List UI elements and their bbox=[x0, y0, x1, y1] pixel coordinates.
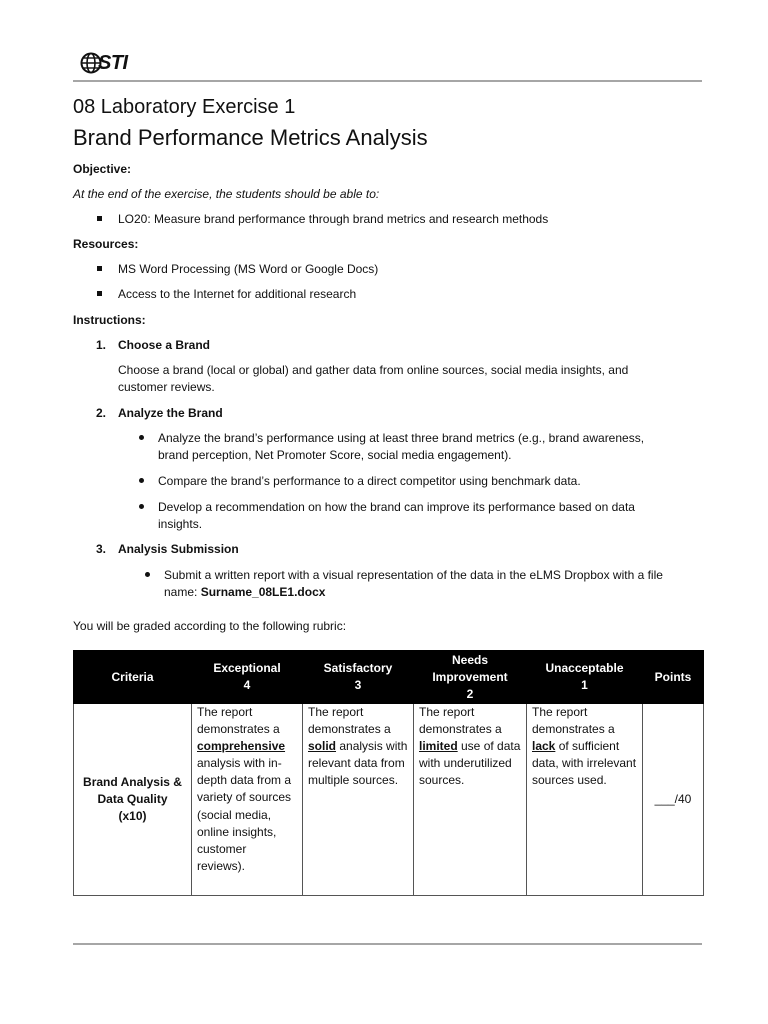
filename: Surname_08LE1.docx bbox=[200, 585, 326, 599]
rubric-intro: You will be graded according to the following rubric: bbox=[73, 619, 347, 633]
header-unacceptable bbox=[527, 651, 643, 704]
points-value: ___/40 bbox=[654, 791, 692, 806]
header-needs-points: 2 bbox=[466, 686, 474, 701]
header-points-label: Points bbox=[654, 669, 692, 684]
objective-intro: At the end of the exercise, the students should be able to: bbox=[73, 187, 380, 201]
header-rule bbox=[73, 80, 702, 82]
round-bullet-icon bbox=[139, 504, 144, 509]
cell-keyword: limited bbox=[419, 739, 458, 754]
header-satisfactory-label: Satisfactory bbox=[323, 661, 393, 675]
round-bullet-icon bbox=[139, 478, 144, 483]
cell-keyword: comprehensive bbox=[197, 739, 286, 754]
square-bullet-icon bbox=[97, 291, 102, 296]
step-title: Choose a Brand bbox=[118, 338, 211, 352]
cell-text: of sufficient data, with irrelevant sources used. bbox=[532, 739, 637, 788]
step-body: Choose a brand (local or global) and gather data from online sources, social media insights, and bbox=[118, 363, 629, 377]
resource-item: MS Word Processing (MS Word or Google Docs) bbox=[118, 262, 379, 276]
criteria-cell bbox=[74, 704, 192, 896]
header-improvement-label: Improvement bbox=[432, 669, 508, 684]
cell-text: analysis with in-depth data from a variety of sources (social media, online insights, customer reviews). bbox=[197, 756, 292, 873]
step-number: 3. bbox=[96, 542, 107, 556]
exceptional-cell bbox=[192, 704, 303, 896]
header-exceptional-points: 4 bbox=[243, 678, 251, 692]
round-bullet-icon bbox=[139, 435, 144, 440]
rubric-table bbox=[73, 650, 704, 896]
cell-keyword: lack bbox=[532, 739, 556, 754]
header-criteria bbox=[74, 651, 192, 704]
satisfactory-cell bbox=[303, 704, 414, 896]
cell-text: The report demonstrates a bbox=[419, 705, 502, 737]
header-exceptional bbox=[192, 651, 303, 704]
objective-item: LO20: Measure brand performance through brand metrics and research methods bbox=[118, 212, 549, 226]
criteria-line: Brand Analysis & bbox=[83, 774, 182, 789]
filename-prefix: name: bbox=[164, 585, 201, 599]
header-needs-label: Needs bbox=[451, 652, 489, 667]
cell-text: The report demonstrates a bbox=[532, 705, 615, 737]
step-number: 1. bbox=[96, 338, 107, 352]
step-bullet: Develop a recommendation on how the brand can improve its performance based on data bbox=[158, 500, 635, 514]
header-unacceptable-label: Unacceptable bbox=[545, 661, 624, 675]
step-number: 2. bbox=[96, 406, 107, 420]
cell-text: The report demonstrates a bbox=[197, 705, 280, 737]
step-bullet: Compare the brand’s performance to a direct competitor using benchmark data. bbox=[158, 474, 581, 488]
header-points bbox=[643, 651, 704, 704]
header-unacceptable-points: 1 bbox=[581, 678, 588, 692]
needs-improvement-cell bbox=[414, 704, 527, 896]
sti-logo bbox=[80, 50, 128, 76]
cell-text: The report demonstrates a bbox=[308, 705, 391, 737]
round-bullet-icon bbox=[145, 572, 150, 577]
step-title: Analysis Submission bbox=[118, 542, 239, 556]
square-bullet-icon bbox=[97, 266, 102, 271]
table-row bbox=[74, 704, 704, 896]
cell-text: analysis with relevant data from multiple sources. bbox=[308, 739, 408, 788]
points-cell bbox=[643, 704, 704, 896]
step-bullet: Submit a written report with a visual representation of the data in the eLMS Dropbox with a file bbox=[164, 568, 663, 582]
square-bullet-icon bbox=[97, 216, 102, 221]
step-bullet: insights. bbox=[158, 517, 203, 531]
cell-keyword: solid bbox=[308, 739, 337, 754]
header-satisfactory-points: 3 bbox=[354, 678, 362, 692]
step-body: customer reviews. bbox=[118, 380, 215, 394]
step-title: Analyze the Brand bbox=[118, 406, 223, 420]
cell-text: use of data with underutilized sources. bbox=[419, 739, 521, 788]
criteria-line: Data Quality bbox=[97, 791, 168, 806]
exercise-title: 08 Laboratory Exercise 1 bbox=[73, 96, 296, 118]
resources-heading: Resources: bbox=[73, 237, 139, 251]
rubric-header-row bbox=[74, 651, 704, 704]
header-exceptional-label: Exceptional bbox=[213, 661, 281, 675]
header-criteria-label: Criteria bbox=[111, 669, 154, 684]
step-bullet-filename-line bbox=[164, 584, 325, 601]
exercise-subtitle: Brand Performance Metrics Analysis bbox=[73, 125, 428, 150]
criteria-multiplier: (x10) bbox=[118, 809, 147, 824]
objective-heading: Objective: bbox=[73, 162, 132, 176]
instructions-heading: Instructions: bbox=[73, 313, 146, 327]
header-satisfactory bbox=[303, 651, 414, 704]
step-bullet: Analyze the brand’s performance using at least three brand metrics (e.g., brand awareness, bbox=[158, 431, 645, 445]
unacceptable-cell bbox=[527, 704, 643, 896]
header-needs-improvement bbox=[414, 651, 527, 704]
footer-rule bbox=[73, 943, 702, 945]
resource-item: Access to the Internet for additional research bbox=[118, 287, 357, 301]
step-bullet: brand perception, Net Promoter Score, social media engagement). bbox=[158, 448, 512, 462]
logo-text: STI bbox=[98, 51, 128, 74]
